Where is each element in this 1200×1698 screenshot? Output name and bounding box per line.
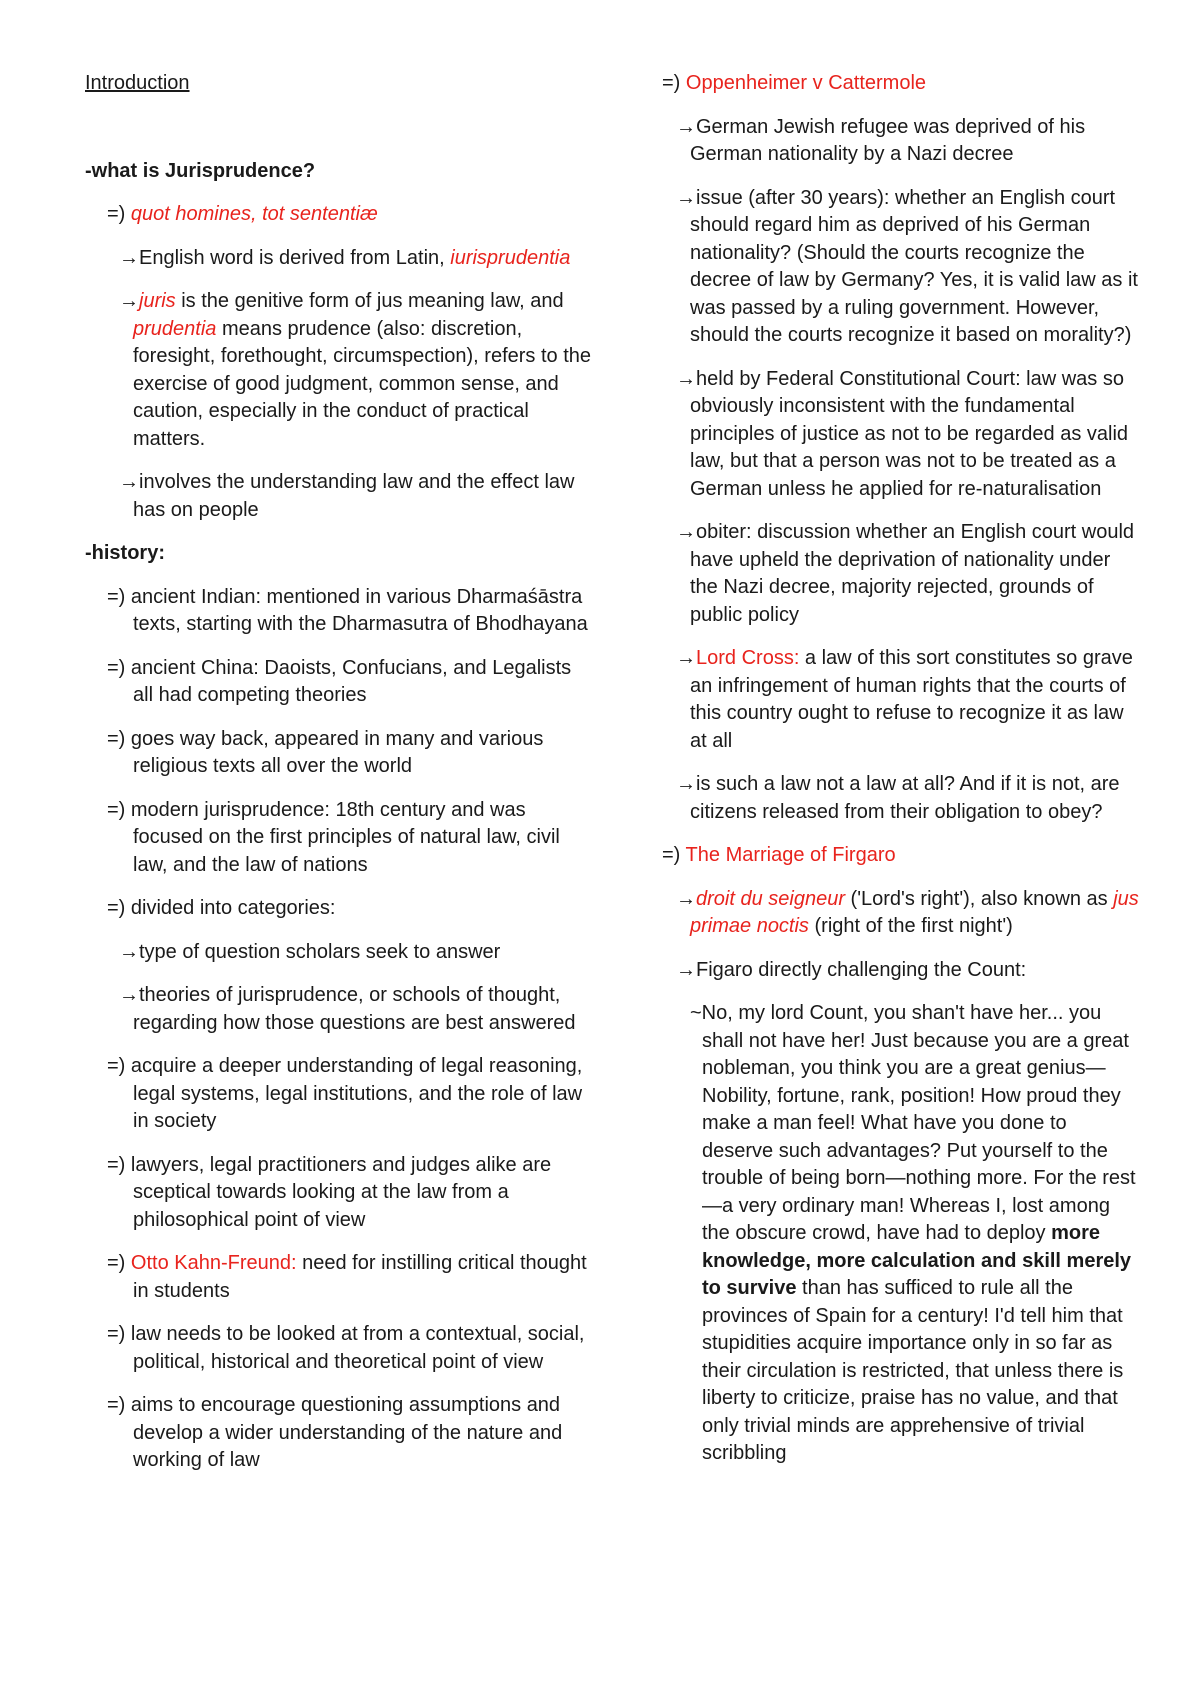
point-involves: →involves the understanding law and the effect law has on people	[119, 471, 575, 521]
name-otto-kahn-freund: Otto Kahn-Freund:	[130, 1252, 297, 1274]
case-point: →is such a law not a law at all? And if it is not, are citizens released from their obligation to obey?	[676, 773, 1120, 823]
case-heading-oppenheimer: =) Oppenheimer v Cattermole	[662, 72, 927, 94]
history-item: =) law needs to be looked at from a contextual, social, political, historical and theoretical point of view	[107, 1323, 585, 1373]
left-column	[85, 70, 595, 1491]
history-item: =) divided into categories:	[107, 897, 336, 919]
case-title-figaro: The Marriage of Firgaro	[685, 844, 896, 866]
term-juris: juris	[139, 290, 176, 312]
term-droit-du-seigneur: droit du seigneur	[696, 887, 845, 910]
point-juris-meaning: →juris is the genitive form of jus meaning law, and prudentia means prudence (also: discretion, foresight, forethought, circumspection), refers to the exercise of good judgment, common sense, and caution, especially in the conduct of practical matters.	[119, 290, 591, 450]
term-prudentia: prudentia	[133, 317, 217, 340]
history-item: =) acquire a deeper understanding of legal reasoning, legal systems, legal institutions, and the role of law in society	[107, 1055, 583, 1132]
term-jus-primae-noctis: jus primae noctis	[690, 887, 1139, 937]
case-point: →held by Federal Constitutional Court: law was so obviously inconsistent with the fundamental principles of justice as not to be regarded as valid law, but that a person was not to be treated as a German unless he applied for re-naturalisation	[676, 367, 1129, 500]
right-column	[662, 70, 1142, 1484]
history-item-otto: =) Otto Kahn-Freund: need for instilling critical thought in students	[107, 1252, 587, 1302]
category-item: →theories of jurisprudence, or schools of thought, regarding how those questions are best answered	[119, 984, 576, 1034]
term-iurisprudentia: iurisprudentia	[450, 246, 571, 269]
section-title: Introduction	[85, 72, 190, 94]
figaro-quote: ~No, my lord Count, you shan't have her... you shall not have her! Just because you are a great nobleman, you think you are a great genius—Nobility, fortune, rank, position! How proud they make a man feel! What have you done to deserve such advantages? Put yourself to the trouble of being born—nothing more. For the rest—a very ordinary man! Whereas I, lost among the obscure crowd, have had to deploy more knowledge, more calculation and skill merely to survive than has sufficed to rule all the provinces of Spain for a century! I'd tell him that stupidities acquire importance only in so far as their circulation is restricted, that unless there is liberty to criticize, praise has no value, and that only trivial minds are apprehensive of trivial scribbling	[690, 1002, 1136, 1464]
case-point-lord-cross: →Lord Cross: a law of this sort constitutes so grave an infringement of human rights that the courts of this country ought to refuse to recognize it as law at all	[676, 647, 1133, 752]
history-item: =) aims to encourage questioning assumptions and develop a wider understanding of the nature and working of law	[107, 1394, 563, 1471]
category-item: →type of question scholars seek to answer	[119, 940, 501, 963]
history-item: =) modern jurisprudence: 18th century and was focused on the first principles of natural law, civil law, and the law of nations	[107, 798, 560, 876]
name-lord-cross: Lord Cross:	[696, 647, 800, 669]
case-point-droit: →droit du seigneur ('Lord's right'), also known as jus primae noctis (right of the first night')	[676, 887, 1139, 937]
case-point: →Figaro directly challenging the Count:	[676, 958, 1027, 981]
history-item: =) ancient Indian: mentioned in various Dharmaśāstra texts, starting with the Dharmasutra of Bhodhayana	[107, 585, 588, 635]
quote-latin-maxim: =) quot homines, tot sententiæ	[107, 203, 378, 225]
history-item: =) lawyers, legal practitioners and judges alike are sceptical towards looking at the law from a philosophical point of view	[107, 1153, 552, 1231]
case-point: →obiter: discussion whether an English court would have upheld the deprivation of nationality under the Nazi decree, majority rejected, grounds of public policy	[676, 521, 1135, 626]
case-heading-figaro: =) The Marriage of Firgaro	[662, 844, 896, 866]
heading-what-is-jurisprudence: -what is Jurisprudence?	[85, 159, 316, 182]
case-point: →German Jewish refugee was deprived of his German nationality by a Nazi decree	[676, 115, 1086, 165]
history-item: =) goes way back, appeared in many and various religious texts all over the world	[107, 727, 544, 777]
case-point: →issue (after 30 years): whether an English court should regard him as deprived of his German nationality? (Should the courts recognize the decree of law by Germany? Yes, it is valid law as it was passed by a ruling government. However, should the courts recognize it based on morality?)	[676, 186, 1138, 346]
quote-emphasis: more knowledge, more calculation and skill merely to survive	[702, 1222, 1132, 1299]
heading-history: -history:	[85, 542, 165, 564]
latin-maxim: quot homines, tot sententiæ	[130, 203, 378, 225]
case-title-oppenheimer: Oppenheimer v Cattermole	[685, 72, 927, 94]
point-latin-origin: →English word is derived from Latin, iurisprudentia	[119, 246, 571, 269]
history-item: =) ancient China: Daoists, Confucians, and Legalists all had competing theories	[107, 656, 572, 706]
